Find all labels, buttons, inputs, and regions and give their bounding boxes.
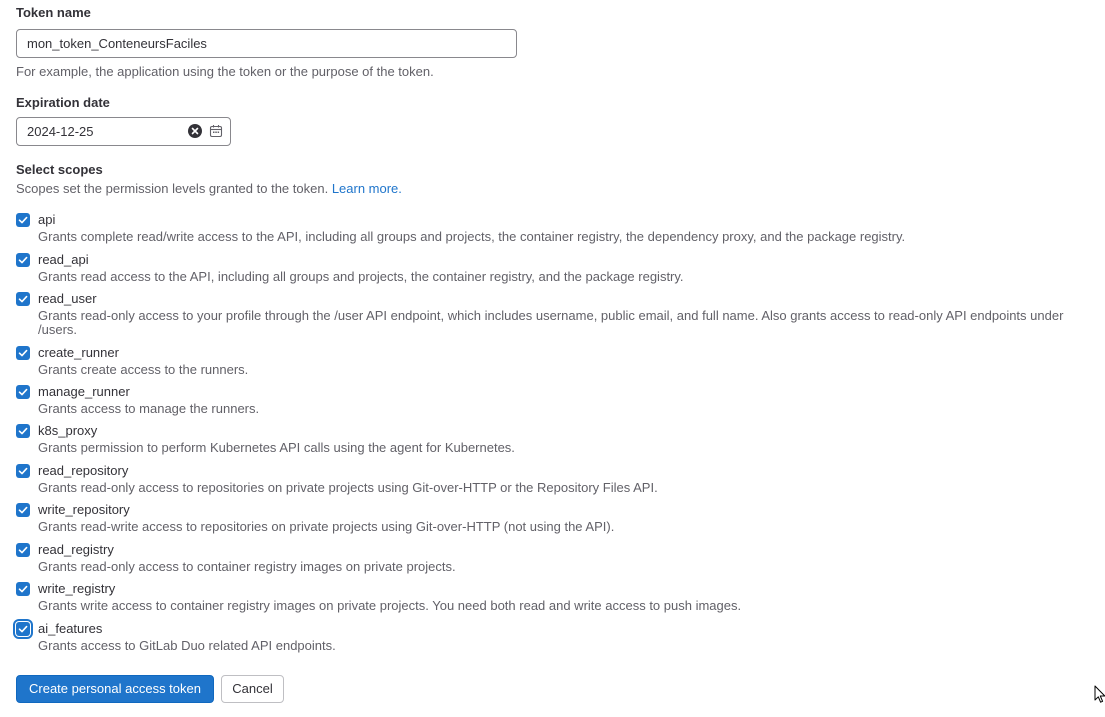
scope-description-write-repository: Grants read-write access to repositories on private projects using Git-over-HTTP (not using the API). bbox=[38, 519, 615, 534]
check-icon bbox=[17, 347, 29, 359]
select-scopes-help bbox=[16, 181, 402, 197]
scope-name-create-runner[interactable]: create_runner bbox=[38, 345, 119, 360]
scope-description-api: Grants complete read/write access to the API, including all groups and projects, the container registry, the dependency proxy, and the package registry. bbox=[38, 229, 906, 244]
select-scopes-help-text: Scopes set the permission levels granted to the token. bbox=[16, 181, 329, 196]
scope-checkbox-k8s-proxy[interactable] bbox=[16, 424, 30, 438]
create-token-button[interactable]: Create personal access token bbox=[16, 675, 214, 703]
scope-name-manage-runner[interactable]: manage_runner bbox=[38, 384, 130, 399]
check-icon bbox=[17, 504, 29, 516]
scope-checkbox-write-registry[interactable] bbox=[16, 582, 30, 596]
learn-more-link[interactable]: Learn more. bbox=[331, 181, 402, 196]
scope-checkbox-read-user[interactable] bbox=[16, 292, 30, 306]
scope-description-read-user: Grants read-only access to your profile through the /user API endpoint, which includes username, public email, and full name. Also grants access to read-only API endpoints under /users. bbox=[38, 308, 1064, 337]
expiration-date-label: Expiration date bbox=[16, 95, 110, 110]
token-name-input[interactable] bbox=[16, 29, 517, 58]
scope-name-write-repository[interactable]: write_repository bbox=[38, 502, 130, 517]
scope-description-ai-features: Grants access to GitLab Duo related API endpoints. bbox=[38, 638, 336, 653]
scope-checkbox-read-api[interactable] bbox=[16, 253, 30, 267]
check-icon bbox=[17, 465, 29, 477]
scope-description-create-runner: Grants create access to the runners. bbox=[38, 362, 249, 377]
check-icon bbox=[17, 254, 29, 266]
scope-checkbox-ai-features[interactable] bbox=[16, 622, 30, 636]
scope-name-read-registry[interactable]: read_registry bbox=[38, 542, 114, 557]
scope-description-read-repository: Grants read-only access to repositories on private projects using Git-over-HTTP or the Repository Files API. bbox=[38, 480, 658, 495]
calendar-icon[interactable] bbox=[209, 124, 223, 138]
check-icon bbox=[17, 544, 29, 556]
token-name-label: Token name bbox=[16, 5, 91, 20]
scope-name-read-api[interactable]: read_api bbox=[38, 252, 89, 267]
scope-description-k8s-proxy: Grants permission to perform Kubernetes API calls using the agent for Kubernetes. bbox=[38, 440, 515, 455]
select-scopes-label: Select scopes bbox=[16, 162, 103, 177]
check-icon bbox=[17, 623, 29, 635]
scope-checkbox-read-repository[interactable] bbox=[16, 464, 30, 478]
scope-checkbox-api[interactable] bbox=[16, 213, 30, 227]
check-icon bbox=[17, 583, 29, 595]
scope-checkbox-manage-runner[interactable] bbox=[16, 385, 30, 399]
scope-name-read-repository[interactable]: read_repository bbox=[38, 463, 129, 478]
check-icon bbox=[17, 214, 29, 226]
scope-checkbox-read-registry[interactable] bbox=[16, 543, 30, 557]
token-name-help: For example, the application using the token or the purpose of the token. bbox=[16, 64, 434, 79]
scope-checkbox-write-repository[interactable] bbox=[16, 503, 30, 517]
check-icon bbox=[17, 425, 29, 437]
scope-description-manage-runner: Grants access to manage the runners. bbox=[38, 401, 260, 416]
check-icon bbox=[17, 386, 29, 398]
check-icon bbox=[17, 293, 29, 305]
scope-name-ai-features[interactable]: ai_features bbox=[38, 621, 103, 636]
scope-name-api[interactable]: api bbox=[38, 212, 56, 227]
scope-description-read-api: Grants read access to the API, including all groups and projects, the container registry, and the package registry. bbox=[38, 269, 684, 284]
scope-name-write-registry[interactable]: write_registry bbox=[38, 581, 116, 596]
scope-checkbox-create-runner[interactable] bbox=[16, 346, 30, 360]
cancel-button[interactable]: Cancel bbox=[221, 675, 284, 703]
expiration-date-picker bbox=[16, 117, 231, 146]
scope-description-write-registry: Grants write access to container registry images on private projects. You need both read and write access to push images. bbox=[38, 598, 742, 613]
scope-name-k8s-proxy[interactable]: k8s_proxy bbox=[38, 423, 98, 438]
clear-icon[interactable] bbox=[188, 124, 202, 138]
scope-description-read-registry: Grants read-only access to container registry images on private projects. bbox=[38, 559, 456, 574]
scope-name-read-user[interactable]: read_user bbox=[38, 291, 97, 306]
mouse-pointer-icon bbox=[1094, 685, 1105, 704]
